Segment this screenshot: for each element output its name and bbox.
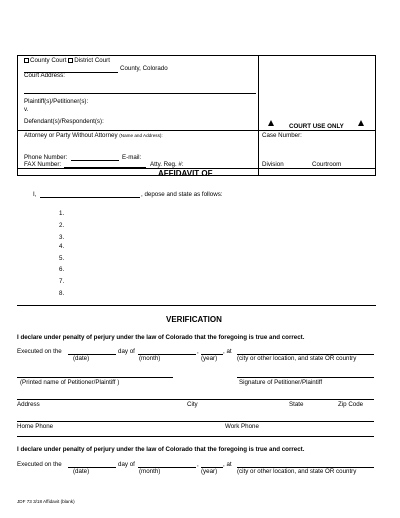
phone-numbers-blank[interactable] bbox=[17, 421, 374, 422]
section-divider bbox=[17, 305, 376, 306]
printed-name-blank[interactable] bbox=[17, 377, 173, 378]
court-use-right-arrow-icon bbox=[358, 120, 364, 126]
email-label: E-mail: bbox=[122, 154, 142, 161]
day-of-2: day of bbox=[118, 461, 135, 468]
executed-on-1: Executed on the bbox=[17, 348, 62, 355]
declaration-1: I declare under penalty of perjury under the law of Colorado that the foregoing is true and correct. bbox=[17, 334, 305, 341]
state-caption: State bbox=[289, 401, 304, 408]
month-caption-2: (month) bbox=[139, 468, 161, 475]
verification-divider bbox=[17, 436, 374, 437]
location-caption-1: (city or other location, and state OR country bbox=[237, 355, 357, 362]
date-caption-2: (date) bbox=[73, 468, 90, 475]
case-number-label: Case Number: bbox=[262, 132, 302, 139]
courtroom-label: Courtroom bbox=[312, 161, 342, 168]
phone-blank[interactable] bbox=[71, 160, 119, 161]
location-caption-2: (city or other location, and state OR country bbox=[237, 468, 357, 475]
declaration-2: I declare under penalty of perjury under the law of Colorado that the foregoing is true and correct. bbox=[17, 446, 305, 453]
district-court-label: District Court bbox=[74, 57, 110, 64]
caption-box bbox=[17, 55, 376, 176]
at-2: , at bbox=[223, 461, 232, 468]
affiant-name-blank[interactable] bbox=[40, 197, 140, 198]
item-8: 8. bbox=[59, 290, 65, 297]
year-caption-1: (year) bbox=[201, 355, 218, 362]
signature-caption: Signature of Petitioner/Plaintiff bbox=[239, 379, 323, 386]
form-code-footer: JDF 73 3/18 Affidavit (blank) bbox=[17, 499, 75, 504]
verification-heading: VERIFICATION bbox=[166, 315, 222, 324]
court-use-only-label: COURT USE ONLY bbox=[289, 123, 344, 130]
defendant-label: Defendant(s)/Respondent(s): bbox=[24, 118, 104, 125]
phone-label: Phone Number: bbox=[24, 154, 68, 161]
zip-caption: Zip Code bbox=[338, 401, 364, 408]
attorney-text: Attorney or Party Without Attorney bbox=[24, 132, 118, 139]
attorney-note: (Name and Address): bbox=[119, 133, 163, 138]
city-caption: City bbox=[187, 401, 198, 408]
affiant-prefix: I, bbox=[33, 191, 37, 198]
month-caption-1: (month) bbox=[139, 355, 161, 362]
plaintiff-label: Plaintiff(s)/Petitioner(s): bbox=[24, 98, 89, 105]
county-colorado-label: County, Colorado bbox=[120, 65, 168, 72]
address-blank[interactable] bbox=[17, 399, 374, 400]
caption-rule-attorney bbox=[17, 130, 376, 131]
document-title: AFFIDAVIT OF bbox=[158, 169, 213, 178]
home-phone-caption: Home Phone bbox=[17, 423, 54, 430]
printed-name-caption: (Printed name of Petitioner/Plaintiff ) bbox=[20, 379, 120, 386]
vs-label: v. bbox=[24, 106, 29, 113]
comma-2: , bbox=[197, 461, 199, 468]
court-address-label: Court Address: bbox=[24, 72, 65, 79]
signature-blank[interactable] bbox=[237, 377, 374, 378]
date-caption-1: (date) bbox=[73, 355, 90, 362]
caption-divider bbox=[258, 55, 259, 176]
atty-reg-label: Atty. Reg. #: bbox=[150, 161, 184, 168]
day-of-1: day of bbox=[118, 348, 135, 355]
at-1: , at bbox=[223, 348, 232, 355]
item-4: 4. bbox=[59, 243, 65, 250]
county-court-checkbox[interactable] bbox=[24, 58, 29, 63]
year-caption-2: (year) bbox=[201, 468, 218, 475]
attorney-label bbox=[24, 132, 163, 139]
court-use-left-arrow-icon bbox=[268, 120, 274, 126]
court-type-line bbox=[24, 57, 110, 64]
district-court-checkbox[interactable] bbox=[68, 58, 73, 63]
item-6: 6. bbox=[59, 266, 65, 273]
county-court-label: County Court bbox=[30, 57, 67, 64]
work-phone-caption: Work Phone bbox=[225, 423, 259, 430]
address-caption: Address bbox=[17, 401, 40, 408]
item-5: 5. bbox=[59, 255, 65, 262]
comma-1: , bbox=[197, 348, 199, 355]
executed-on-2: Executed on the bbox=[17, 461, 62, 468]
fax-label: FAX Number: bbox=[24, 161, 62, 168]
item-1: 1. bbox=[59, 210, 65, 217]
division-label: Division bbox=[262, 161, 284, 168]
item-2: 2. bbox=[59, 222, 65, 229]
fax-blank[interactable] bbox=[64, 167, 146, 168]
item-3: 3. bbox=[59, 234, 65, 241]
item-7: 7. bbox=[59, 278, 65, 285]
depose-text: , depose and state as follows: bbox=[141, 191, 223, 198]
court-address-blank[interactable] bbox=[24, 93, 256, 94]
